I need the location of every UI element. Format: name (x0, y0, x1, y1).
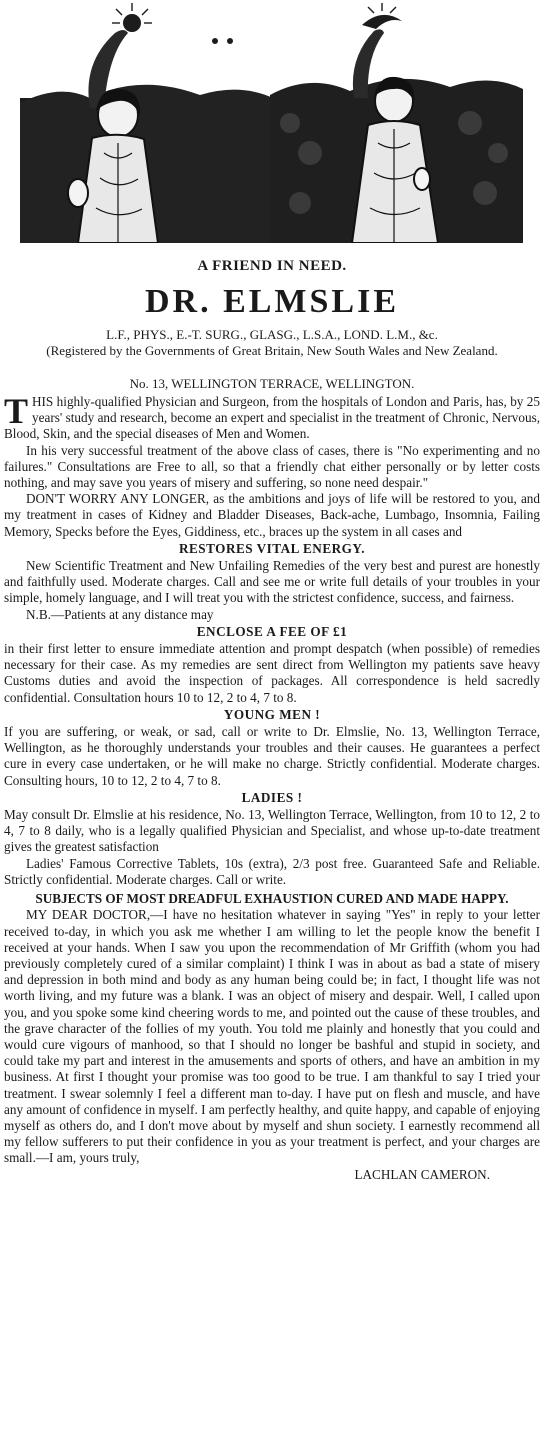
registration: (Registered by the Governments of Great Britain, New South Wales and New Zealand. (46, 343, 498, 358)
ladies-tablets-paragraph: Ladies' Famous Corrective Tablets, 10s (extra), 2/3 post free. Guaranteed Safe and Reliable. Strictly confidential. Moderate charges. Call or write. (4, 855, 540, 887)
illustration-left (20, 3, 273, 243)
qualifications: L.F., PHYS., E.-T. SURG., GLASG., L.S.A., LOND. L.M., &c. (106, 327, 438, 342)
qualifications-block (6, 327, 538, 359)
doctor-name: DR. ELMSLIE (144, 283, 400, 320)
illustration-right (270, 3, 523, 243)
intro-paragraph (4, 391, 540, 443)
nb-paragraph: N.B.—Patients at any distance may (26, 606, 214, 622)
drop-cap: T (4, 391, 29, 431)
vital-energy-paragraph: New Scientific Treatment and New Unfailing Remedies of the very best and purest are honestly and faithfully used. Moderate charges. Call and see me or write full details of your troubles in your simple, homely language, and I will treat you with the strictest confidence, success, and fairness. (4, 558, 540, 606)
testimonial-signature: LACHLAN CAMERON. (354, 1166, 490, 1182)
young-men-paragraph: If you are suffering, or weak, or sad, call or write to Dr. Elmslie, No. 13, Wellington Terrace, Wellington, as he thoroughly understands your troubles and their causes. He guarantees a perfect cure in every case undertaken, or he will make no charge. Strictly confidential. Moderate charges. Consulting hours, 10 to 12, 2 to 4, 7 to 8. (4, 724, 540, 788)
testimonial-heading: SUBJECTS OF MOST DREADFUL EXHAUSTION CURED AND MADE HAPPY. (35, 891, 509, 907)
address: No. 13, WELLINGTON TERRACE, WELLINGTON. (129, 376, 415, 391)
ladies-paragraph: May consult Dr. Elmslie at his residence, No. 13, Wellington Terrace, Wellington, from 10 to 12, 2 to 4, 7 to 8 daily, who is a legally qualified Physician and Specialist, and whose up-to-date treatment gives the greatest satisfaction (4, 807, 540, 855)
young-men-heading: YOUNG MEN ! (223, 706, 321, 722)
vital-energy-heading: RESTORES VITAL ENERGY. (178, 540, 366, 556)
body-text (4, 391, 540, 1183)
fee-heading: ENCLOSE A FEE OF £1 (196, 623, 348, 639)
ladies-heading: LADIES ! (241, 789, 303, 805)
dont-worry-paragraph: DON'T WORRY ANY LONGER, as the ambitions and joys of life will be restored to you, and my treatment in cases of Kidney and Bladder Diseases, Back-ache, Lumbago, Insomnia, Failing Memory, Specks before the Eyes, Giddiness, etc., braces up the system in all cases and (4, 491, 540, 539)
no-experimenting-paragraph: In his very successful treatment of the above class of cases, there is "No experimenting and no failures." Consultations are Free to all, so that a friendly chat either personally or by letter costs nothing, and may save you years of misery and suffering, so none need despair." (4, 442, 540, 491)
intro-text: HIS highly-qualified Physician and Surgeon, from the hospitals of London and Paris, has, by 25 years' study and research, become an expert and specialist in the treatment of Chronic, Nervous, Blood, Skin, and the special diseases of Men and Women. (4, 394, 540, 442)
testimonial-letter: MY DEAR DOCTOR,—I have no hesitation whatever in saying "Yes" in reply to your letter received to-day, in which you ask me whether I am willing to let the people know the benefit I received at your hands. When I saw you upon the recommendation of Mr Griffith (whom you had previously completely cured of a similar complaint) I think I was in about as bad a state of misery and depression in both mind and body as any human being could be; in fact, I thought life was not worth living, and my future was a blank. I was an object of misery and despair. Well, I called upon you, and you spoke some kind cheering words to me, and pointed out the cause of these troubles, and the grave character of the follies of my youth. You told me plainly and honestly that you could and would cure vigours of manhood, so that I should no longer be bashful and stupid in society, and could take my part and interest in the amusements and sports of others, and have an ambition in my business. At first I thought your promise was too good to be true. I am thankful to say I tried your treatment. I swear solemnly I feel a different man to-day. I have put on flesh and muscle, and have any amount of confidence in myself. I am perfectly healthy, and quite happy, and capable of enjoying myself as others do, and I don't move about by myself and shun society. I earnestly recommend all my fellow sufferers to put their confidence in you as your treatment is perfect, and your charges are small.—I am, yours truly, (4, 907, 540, 1166)
tagline: A FRIEND IN NEED. (197, 258, 347, 274)
fee-paragraph: in their first letter to ensure immediate attention and prompt despatch (when possible) of remedies necessary for their case. As my remedies are sent direct from Wellington my patients save heavy Customs duties and avoid the inspection of packages. All correspondence is held sacredly confidential. Consultation hours 10 to 12, 2 to 4, 7 to 8. (4, 641, 540, 705)
